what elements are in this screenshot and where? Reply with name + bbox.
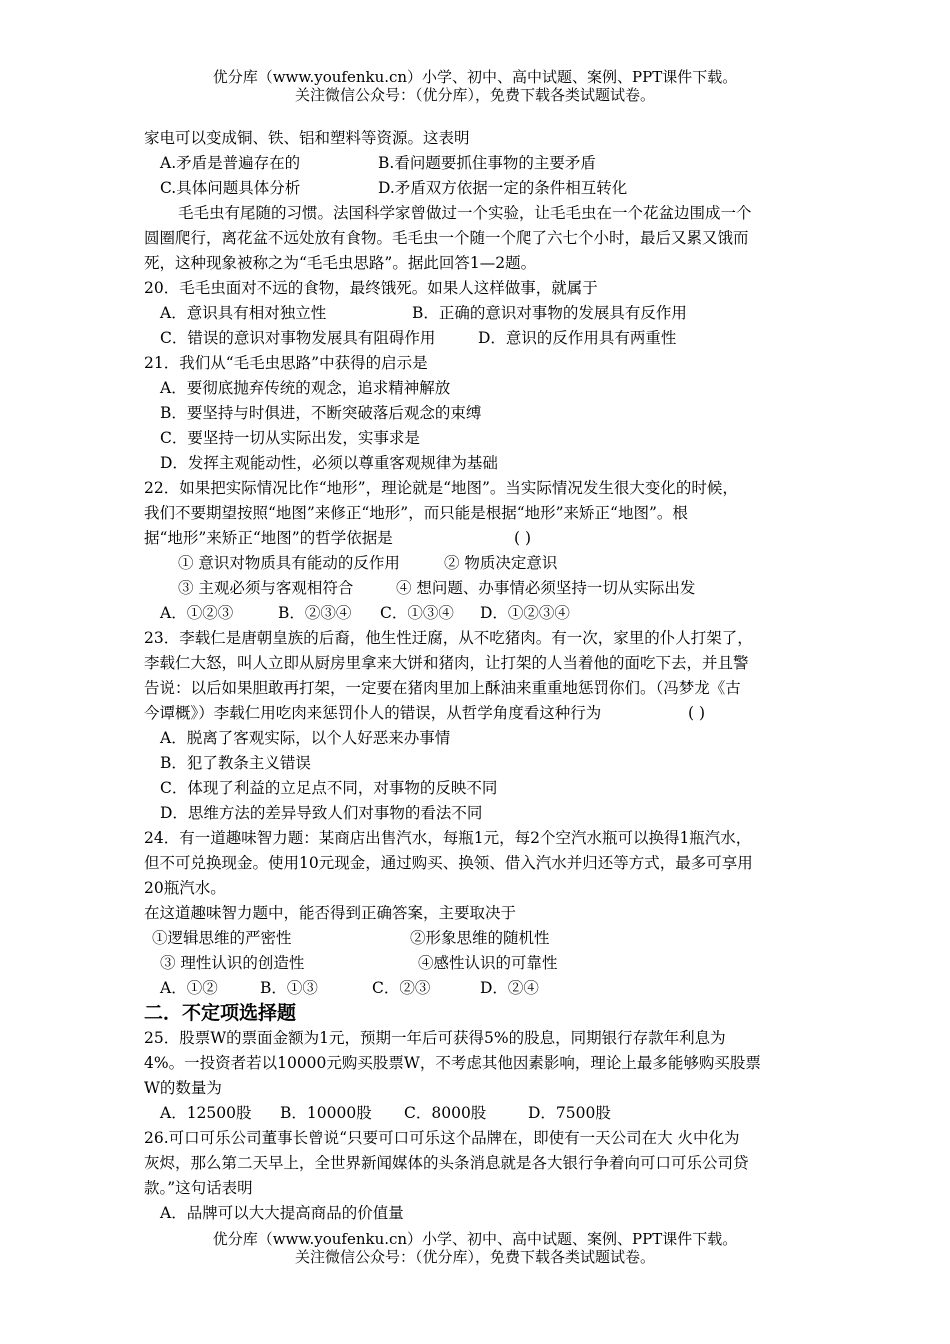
q23-option-b: B．犯了教条主义错误 <box>160 754 311 772</box>
q19-option-c: C.具体问题具体分析 <box>160 179 301 197</box>
q23-stem-line-1: 23．李载仁是唐朝皇族的后裔，他生性迂腐，从不吃猪肉。有一次，家里的仆人打架了， <box>144 629 753 647</box>
q19-stem-tail: 家电可以变成铜、铁、铝和塑料等资源。这表明 <box>144 129 470 147</box>
q25-option-c: C．8000股 <box>404 1104 487 1122</box>
q22-option-a: A．①②③ <box>160 604 234 622</box>
q22-statements-row-2 <box>144 576 812 601</box>
q23-stem-line-2: 李载仁大怒，叫人立即从厨房里拿来大饼和猪肉，让打架的人当着他的面吃下去，并且警 <box>144 654 749 672</box>
q21-option-c: C．要坚持一切从实际出发，实事求是 <box>160 429 420 447</box>
header-line-1: 优分库（www.youfenku.cn）小学、初中、高中试题、案例、PPT课件下载。 <box>212 68 738 86</box>
q22-stem-text: 据“地形”来矫正“地图”的哲学依据是 <box>144 529 393 547</box>
q21-option-b: B．要坚持与时俱进，不断突破落后观念的束缚 <box>160 404 482 422</box>
q22-statement-2: ② 物质决定意识 <box>444 554 558 572</box>
q26-stem-line-1: 26.可口可乐公司董事长曾说“只要可口可乐这个品牌在，即使有一天公司在大 火中化为 <box>144 1129 740 1147</box>
q25-stem-line-2: 4%。一投资者若以10000元购买股票W，不考虑其他因素影响，理论上最多能够购买股票 <box>144 1054 761 1072</box>
q24-statements-row-2 <box>144 951 812 976</box>
q25-option-d: D．7500股 <box>528 1104 611 1122</box>
q24-stem-line-3: 20瓶汽水。 <box>144 879 226 897</box>
q22-answer-blank: ( ) <box>514 529 532 547</box>
q23-stem-line-3: 告说：以后如果胆敢再打架，一定要在猪肉里加上酥油来重重地惩罚你们。（冯梦龙《古 <box>144 679 741 697</box>
section-title: 二．不定项选择题 <box>144 1002 297 1024</box>
q20-option-a: A．意识具有相对独立性 <box>160 304 327 322</box>
footer-line-2: 关注微信公众号：（优分库），免费下载各类试题试卷。 <box>294 1248 655 1266</box>
q24-option-b: B．①③ <box>260 979 318 997</box>
q25-stem-line-1: 25．股票W的票面金额为1元，预期一年后可获得5%的股息，同期银行存款年利息为 <box>144 1029 726 1047</box>
q19-option-b: B.看问题要抓住事物的主要矛盾 <box>378 154 596 172</box>
q26-option-a: A．品牌可以大大提高商品的价值量 <box>160 1204 404 1222</box>
q24-statements-row-1 <box>144 926 812 951</box>
q20-stem: 20．毛毛虫面对不远的食物，最终饿死。如果人这样做事，就属于 <box>144 279 598 297</box>
q22-statements-row-1 <box>144 551 812 576</box>
passage-line-1: 毛毛虫有尾随的习惯。法国科学家曾做过一个实验，让毛毛虫在一个花盆边围成一个 <box>178 204 752 222</box>
q24-option-d: D．②④ <box>480 979 539 997</box>
q24-stem-line-4: 在这道趣味智力题中，能否得到正确答案，主要取决于 <box>144 904 517 922</box>
q23-stem-line-4 <box>144 701 812 726</box>
q24-statement-4: ④感性认识的可靠性 <box>418 954 558 972</box>
q22-statement-4: ④ 想问题、办事情必须坚持一切从实际出发 <box>396 579 696 597</box>
q22-stem-line-3 <box>144 526 812 551</box>
q22-options-row <box>144 601 812 626</box>
q22-statement-3: ③ 主观必须与客观相符合 <box>178 579 354 597</box>
q22-statement-1: ① 意识对物质具有能动的反作用 <box>178 554 400 572</box>
q23-option-d: D．思维方法的差异导致人们对事物的看法不同 <box>160 804 483 822</box>
q20-option-d: D．意识的反作用具有两重性 <box>478 329 677 347</box>
exam-content <box>144 126 812 1226</box>
q20-options-row-1 <box>144 301 812 326</box>
q22-stem-line-1: 22．如果把实际情况比作“地形”，理论就是“地图”。当实际情况发生很大变化的时候， <box>144 479 738 497</box>
q23-stem-text: 今谭概》）李载仁用吃肉来惩罚仆人的错误，从哲学角度看这种行为 <box>144 704 602 722</box>
q23-option-c: C．体现了利益的立足点不同，对事物的反映不同 <box>160 779 498 797</box>
q23-answer-blank: ( ) <box>688 704 706 722</box>
footer-line-1: 优分库（www.youfenku.cn）小学、初中、高中试题、案例、PPT课件下载。 <box>212 1230 738 1248</box>
q25-option-b: B．10000股 <box>280 1104 372 1122</box>
q24-statement-2: ②形象思维的随机性 <box>410 929 550 947</box>
passage-line-3: 死，这种现象被称之为“毛毛虫思路”。据此回答1—2题。 <box>144 254 537 272</box>
q21-option-a: A．要彻底抛弃传统的观念，追求精神解放 <box>160 379 451 397</box>
q19-option-d: D.矛盾双方依据一定的条件相互转化 <box>378 179 628 197</box>
q25-options-row <box>144 1101 812 1126</box>
q26-stem-line-2: 灰烬，那么第二天早上，全世界新闻媒体的头条消息就是各大银行争着向可口可乐公司贷 <box>144 1154 749 1172</box>
q19-options-row-2 <box>144 176 812 201</box>
q19-option-a: A.矛盾是普遍存在的 <box>160 154 301 172</box>
q24-option-c: C．②③ <box>372 979 431 997</box>
q22-option-c: C．①③④ <box>380 604 454 622</box>
q21-option-d: D．发挥主观能动性，必须以尊重客观规律为基础 <box>160 454 498 472</box>
q24-statement-3: ③ 理性认识的创造性 <box>160 954 305 972</box>
q24-stem-line-2: 但不可兑换现金。使用10元现金，通过购买、换领、借入汽水并归还等方式，最多可享用 <box>144 854 753 872</box>
q25-option-a: A．12500股 <box>160 1104 252 1122</box>
q20-option-b: B．正确的意识对事物的发展具有反作用 <box>412 304 687 322</box>
q22-stem-line-2: 我们不要期望按照“地图”来修正“地形”，而只能是根据“地形”来矫正“地图”。根 <box>144 504 688 522</box>
q21-stem: 21．我们从“毛毛虫思路”中获得的启示是 <box>144 354 428 372</box>
q25-stem-line-3: W的数量为 <box>144 1079 222 1097</box>
q20-option-c: C．错误的意识对事物发展具有阻碍作用 <box>160 329 436 347</box>
q26-stem-line-3: 款。”这句话表明 <box>144 1179 253 1197</box>
q24-statement-1: ①逻辑思维的严密性 <box>152 929 292 947</box>
q24-option-a: A．①② <box>160 979 218 997</box>
passage-line-2: 圆圈爬行，离花盆不远处放有食物。毛毛虫一个随一个爬了六七个小时，最后又累又饿而 <box>144 229 749 247</box>
q22-option-b: B．②③④ <box>278 604 352 622</box>
q22-option-d: D．①②③④ <box>480 604 570 622</box>
q23-option-a: A．脱离了客观实际，以个人好恶来办事情 <box>160 729 451 747</box>
q20-options-row-2 <box>144 326 812 351</box>
page-footer <box>0 1230 950 1266</box>
q24-options-row <box>144 976 812 1001</box>
page-header <box>0 68 950 104</box>
q19-options-row-1 <box>144 151 812 176</box>
header-line-2: 关注微信公众号：（优分库），免费下载各类试题试卷。 <box>294 86 655 104</box>
q24-stem-line-1: 24．有一道趣味智力题：某商店出售汽水，每瓶1元，每2个空汽水瓶可以换得1瓶汽水， <box>144 829 752 847</box>
